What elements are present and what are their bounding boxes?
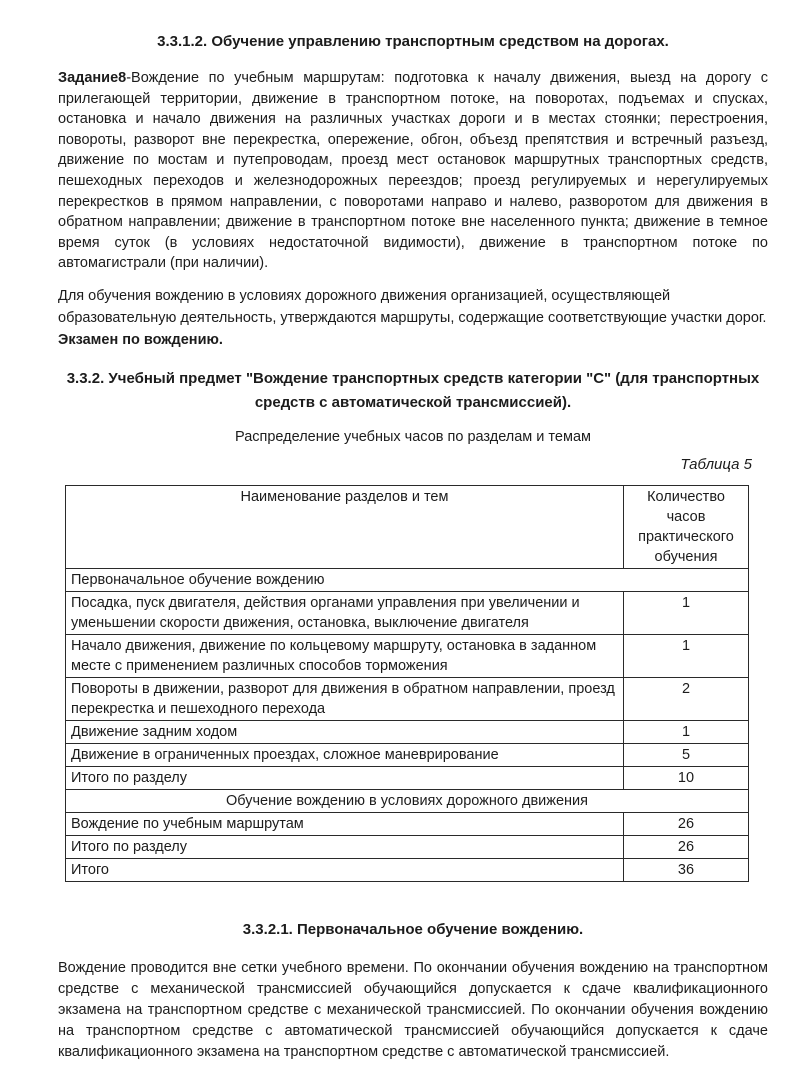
- table-row: [66, 634, 749, 677]
- header-hours: Количество часов практического обучения: [624, 485, 749, 568]
- row-hours: 1: [624, 720, 749, 743]
- heading-332: 3.3.2. Учебный предмет "Вождение транспортных средств категории "С" (для транспортных средств с автоматической трансмиссией).: [66, 369, 760, 411]
- table-row: [66, 743, 749, 766]
- hours-table: [65, 485, 749, 882]
- row-hours: 36: [624, 858, 749, 881]
- heading-3321: 3.3.2.1. Первоначальное обучение вождению.: [242, 920, 584, 938]
- row-label: Вождение по учебным маршрутам: [66, 812, 624, 835]
- row-label: Повороты в движении, разворот для движения в обратном направлении, проезд перекрестка и пешеходного перехода: [66, 677, 624, 720]
- table-header-row: [66, 485, 749, 568]
- section-row-label: Первоначальное обучение вождению: [66, 568, 749, 591]
- row-label: Итого по разделу: [66, 766, 624, 789]
- paragraph-task8: [58, 68, 768, 274]
- row-hours: 1: [624, 591, 749, 634]
- table-row: [66, 858, 749, 881]
- table-row: [66, 766, 749, 789]
- table-row: [66, 677, 749, 720]
- row-hours: 26: [624, 812, 749, 835]
- paragraph-routes: Для обучения вождению в условиях дорожного движения организацией, осуществляющей образовательную деятельность, утверждаются маршруты, содержащие соответствующие участки дорог.: [58, 287, 767, 326]
- table-row: [66, 835, 749, 858]
- exam-line: Экзамен по вождению.: [58, 331, 223, 348]
- task-body: -Вождение по учебным маршрутам: подготовка к началу движения, выезд на дорогу с прилегающей территории, движение в транспортном потоке, на поворотах, подъемах и спусках, остановка и начало движения на различных участках дороги и в местах стоянки; перестроения, повороты, разворот вне перекрестка, опережение, обгон, объезд препятствия и встречный разъезд, движение по мостам и путепроводам, проезд мест остановок маршрутных транспортных средств, пешеходных переходов и железнодорожных переездов; проезд регулируемых и нерегулируемых перекрестков в прямом направлении, с поворотами направо и налево, разворотом для движения в обратном направлении; движение в транспортном потоке вне населенного пункта; движение в темное время суток (в условиях недостаточной видимости), движение в транспортном потоке по автомагистрали (при наличии).: [58, 70, 768, 272]
- row-label: Посадка, пуск двигателя, действия органами управления при увеличении и уменьшении скорости движения, остановка, выключение двигателя: [66, 591, 624, 634]
- table-row: [66, 591, 749, 634]
- row-hours: 10: [624, 766, 749, 789]
- closing-paragraph: Вождение проводится вне сетки учебного времени. По окончании обучения вождению на транспортном средстве с механической трансмиссией обучающийся допускается к сдаче квалификационного экзамена на транспортном средстве с механической трансмиссией. По окончании обучения вождению на транспортном средстве с автоматической трансмиссией обучающийся допускается к сдаче квалификационного экзамена на транспортном средстве с автоматической трансмиссией.: [58, 959, 768, 1060]
- section-row-label: Обучение вождению в условиях дорожного движения: [66, 789, 749, 812]
- table-row: [66, 720, 749, 743]
- row-label: Движение задним ходом: [66, 720, 624, 743]
- task-label: Задание8: [58, 70, 127, 86]
- table-row: [66, 812, 749, 835]
- table-row: [66, 568, 749, 591]
- row-label: Начало движения, движение по кольцевому маршруту, остановка в заданном месте с применением различных способов торможения: [66, 634, 624, 677]
- row-hours: 1: [624, 634, 749, 677]
- row-hours: 5: [624, 743, 749, 766]
- header-name: Наименование разделов и тем: [66, 485, 624, 568]
- table-number-label: Таблица 5: [680, 455, 752, 473]
- row-hours: 2: [624, 677, 749, 720]
- row-hours: 26: [624, 835, 749, 858]
- heading-3312: 3.3.1.2. Обучение управлению транспортным средством на дорогах.: [157, 33, 669, 50]
- row-label: Итого по разделу: [66, 835, 624, 858]
- table-row: [66, 789, 749, 812]
- row-label: Итого: [66, 858, 624, 881]
- row-label: Движение в ограниченных проездах, сложное маневрирование: [66, 743, 624, 766]
- table-caption: Распределение учебных часов по разделам и темам: [235, 428, 591, 445]
